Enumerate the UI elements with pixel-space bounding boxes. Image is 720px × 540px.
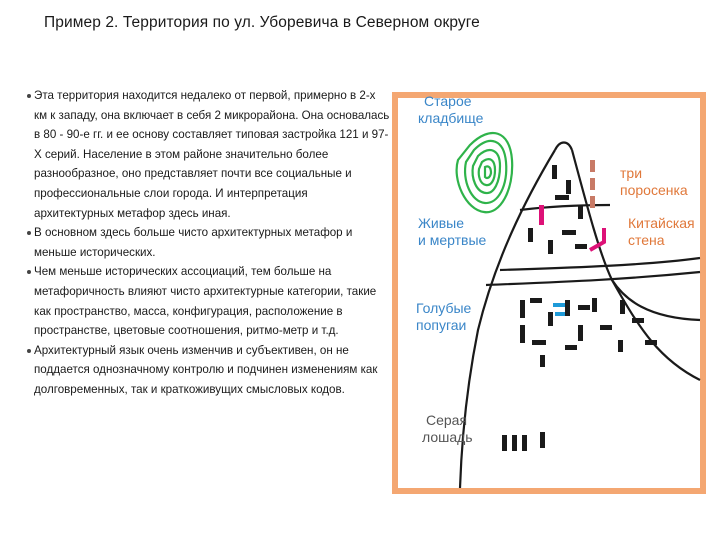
building xyxy=(555,195,569,200)
building xyxy=(565,300,570,316)
building xyxy=(575,244,587,249)
label-blue-parrots-line2: попугаи xyxy=(416,317,467,333)
label-living-dead-line1: Живые xyxy=(418,215,465,231)
label-blue-parrots xyxy=(416,300,475,333)
bullet-text: Архитектурный язык очень изменчив и субъективен, он не поддается однозначному контролю и подчинен изменениям как долговременных, так и краткоживущих смысловых кодов. xyxy=(34,343,378,396)
building xyxy=(512,435,517,451)
building xyxy=(578,305,590,310)
building xyxy=(620,300,625,314)
building xyxy=(555,312,565,316)
building xyxy=(592,298,597,312)
list-item xyxy=(28,262,390,340)
label-old-cemetery xyxy=(418,93,484,126)
bullet-text: В основном здесь больше чисто архитектурных метафор и меньше исторических. xyxy=(34,226,353,259)
building xyxy=(520,325,525,343)
building xyxy=(540,432,545,448)
bullet-dot xyxy=(27,94,31,98)
label-blue-parrots-line1: Голубые xyxy=(416,300,472,316)
label-three-piglets-line2: поросенка xyxy=(620,182,688,198)
building xyxy=(522,435,527,451)
building xyxy=(632,318,644,323)
label-old-cemetery-line1: Старое xyxy=(424,93,472,109)
building xyxy=(645,340,657,345)
bullet-list xyxy=(28,86,390,400)
building xyxy=(502,435,507,451)
bullet-dot xyxy=(27,270,31,274)
building xyxy=(548,312,553,326)
bullet-dot xyxy=(27,349,31,353)
label-old-cemetery-line2: кладбище xyxy=(418,110,484,126)
label-living-dead-line2: и мертвые xyxy=(418,232,487,248)
building xyxy=(590,178,595,190)
building xyxy=(540,355,545,367)
building xyxy=(578,205,583,219)
living-dead-building xyxy=(539,205,544,225)
bullet-text: Эта территория находится недалеко от первой, примерно в 2-х км к западу, она включает в себя 2 микрорайона. Она основалась в 80 - 90-е гг. и ее основу составляет типовая застройка 121 и 97-Х серий. Население в этом районе значительно более разнообразное, оно представляет почти все социальные и профессиональные слои города. И интерпретация архитектурных метафор здесь иная. xyxy=(34,89,390,220)
label-three-piglets-line1: три xyxy=(620,165,643,181)
label-grey-horse-line2: лошадь xyxy=(422,429,473,445)
building xyxy=(520,300,525,318)
bullet-dot xyxy=(27,231,31,235)
building xyxy=(578,325,583,341)
building xyxy=(566,180,571,194)
building xyxy=(590,160,595,172)
list-item xyxy=(28,223,390,262)
label-grey-horse xyxy=(422,412,473,445)
building xyxy=(552,165,557,179)
label-grey-horse-line1: Серая xyxy=(426,412,468,428)
bullet-text: Чем меньше исторических ассоциаций, тем больше на метафоричность влияют чисто архитектурные категории, такие как пространство, масса, конфигурация, расположение в пространстве, цветовые соотношения, ритмо-метр и т.д. xyxy=(34,265,377,338)
building xyxy=(562,230,576,235)
building xyxy=(600,325,612,330)
label-chinese-wall-line2: стена xyxy=(628,232,665,248)
list-item xyxy=(28,86,390,223)
list-item xyxy=(28,341,390,400)
building xyxy=(590,196,595,208)
building xyxy=(532,340,546,345)
building xyxy=(618,340,623,352)
building xyxy=(530,298,542,303)
page-title: Пример 2. Территория по ул. Уборевича в Северном округе xyxy=(44,14,480,31)
three-piglets-buildings xyxy=(590,160,595,208)
building xyxy=(548,240,553,254)
building xyxy=(528,228,533,242)
label-chinese-wall-line1: Китайская xyxy=(628,215,695,231)
building xyxy=(565,345,577,350)
building xyxy=(553,303,565,307)
